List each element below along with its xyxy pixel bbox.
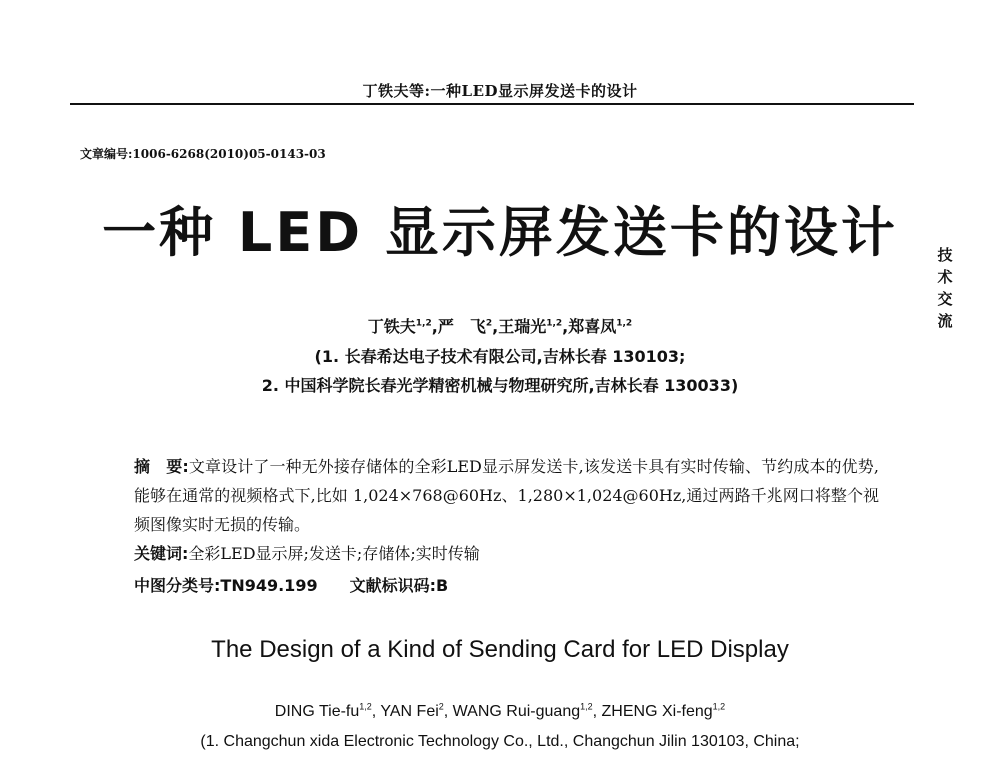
author-superscript-en: 1,2: [580, 701, 593, 712]
clc-number: 中图分类号:TN949.199: [134, 576, 318, 595]
author-name: ,严 飞: [431, 317, 486, 336]
abstract: [134, 452, 879, 539]
title-en: The Design of a Kind of Sending Card for LED Display: [211, 636, 789, 663]
side-label-char: 技: [937, 246, 953, 264]
keywords-label: 关键词:: [134, 544, 189, 563]
side-label-char: 交: [937, 290, 953, 308]
article-number: 文章编号:1006-6268(2010)05-0143-03: [80, 147, 326, 161]
author-superscript-en: 1,2: [359, 701, 372, 712]
author-superscript: 1,2: [546, 318, 563, 329]
authors-en: [0, 703, 1000, 721]
classification: [134, 573, 879, 596]
title-cn: 一种 LED 显示屏发送卡的设计: [102, 201, 898, 264]
author-superscript-en: 1,2: [712, 701, 726, 712]
author-name-en: , ZHENG Xi-feng: [592, 703, 713, 720]
author-name: ,郑喜凤: [562, 317, 617, 336]
keywords-text: 全彩LED显示屏;发送卡;存储体;实时传输: [188, 544, 480, 563]
document-code: 文献标识码:B: [349, 576, 449, 595]
affiliation-cn-2: 2. 中国科学院长春光学精密机械与物理研究所,吉林长春 130033): [261, 376, 739, 395]
author-name: 丁铁夫: [367, 317, 416, 336]
author-superscript-en: 2: [438, 701, 444, 712]
side-label-char: 流: [937, 312, 953, 330]
running-header: 丁铁夫等:一种LED显示屏发送卡的设计: [362, 82, 638, 100]
author-name: ,王瑞光: [492, 317, 547, 336]
author-superscript: 2: [485, 318, 493, 329]
affiliation-cn-1: (1. 长春希达电子技术有限公司,吉林长春 130103;: [314, 347, 686, 366]
author-superscript: 1,2: [415, 318, 432, 329]
author-name-en: , YAN Fei: [371, 703, 439, 720]
author-superscript: 1,2: [616, 318, 633, 329]
abstract-text: 文章设计了一种无外接存储体的全彩LED显示屏发送卡,该发送卡具有实时传输、节约成本的优势,能够在通常的视频格式下,比如 1,024×768@60Hz、1,280×1,024@60Hz,通过两路千兆网口将整个视频图像实时无损的传输。: [134, 457, 879, 534]
author-name-en: DING Tie-fu: [274, 703, 360, 720]
keywords: [134, 541, 879, 564]
side-label-char: 术: [937, 268, 953, 286]
affiliation-en-1: (1. Changchun xida Electronic Technology Co., Ltd., Changchun Jilin 130103, China;: [200, 733, 800, 750]
authors-cn: [0, 314, 1000, 337]
header-rule: [70, 103, 914, 105]
author-name-en: , WANG Rui-guang: [443, 703, 581, 720]
abstract-label: 摘 要:: [134, 457, 189, 476]
